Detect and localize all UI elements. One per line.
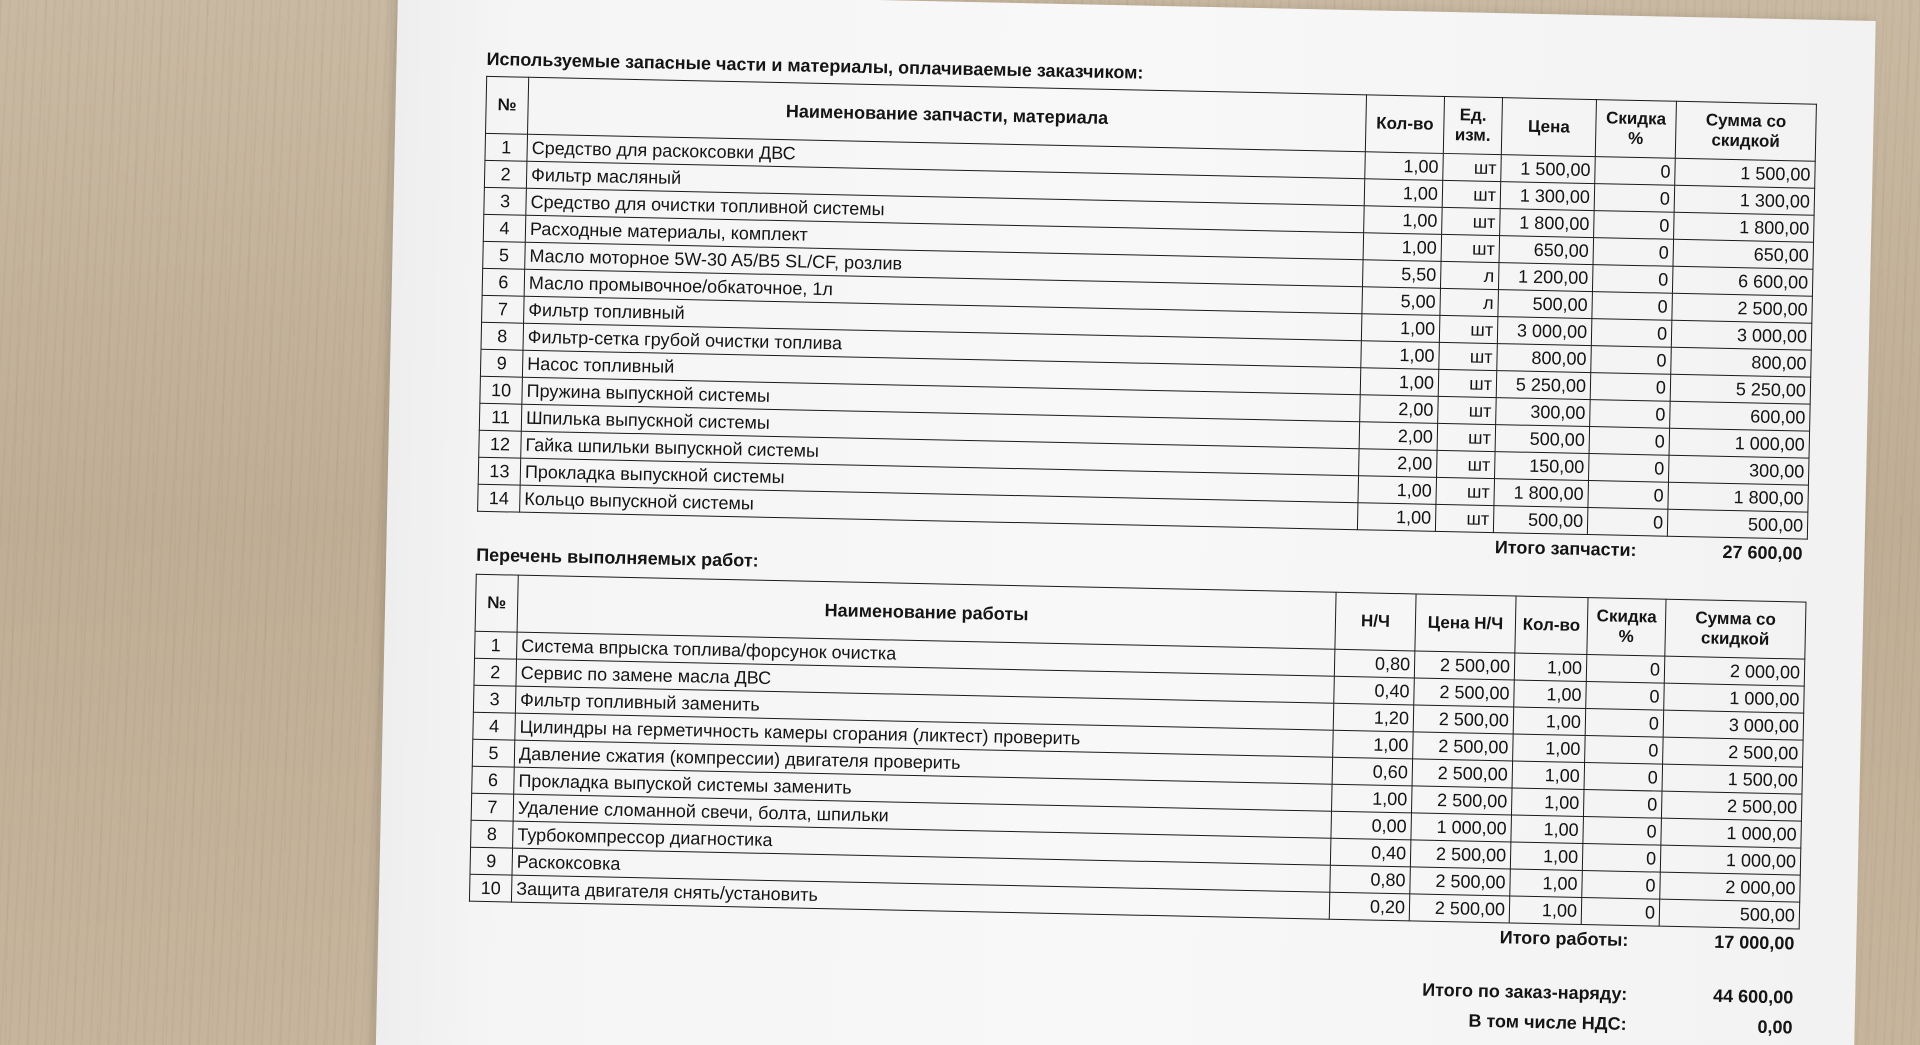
- cell-qty: 2,00: [1360, 395, 1439, 424]
- cell-rate: 2 500,00: [1412, 759, 1513, 788]
- cell-num: 5: [472, 739, 515, 767]
- parts-section-title: Используемые запасные части и материалы, оплачиваемые заказчиком:: [486, 48, 1144, 83]
- cell-price: 5 250,00: [1496, 371, 1591, 400]
- header-unit: Ед. изм.: [1443, 96, 1502, 154]
- cell-discount: 0: [1591, 346, 1672, 375]
- cell-discount: 0: [1583, 817, 1662, 846]
- cell-sum: 1 300,00: [1674, 185, 1815, 215]
- cell-unit: л: [1440, 288, 1499, 316]
- cell-price: 800,00: [1497, 344, 1592, 373]
- cell-sum: 6 600,00: [1672, 266, 1813, 296]
- cell-discount: 0: [1582, 844, 1661, 873]
- cell-unit: шт: [1438, 369, 1497, 397]
- cell-num: 13: [478, 457, 521, 485]
- cell-name: Фильтр масляный: [526, 161, 1364, 206]
- cell-qty: 2,00: [1359, 449, 1438, 478]
- cell-qty: 5,00: [1362, 287, 1441, 316]
- cell-num: 12: [479, 430, 522, 458]
- cell-qty: 1,00: [1360, 368, 1439, 397]
- work-order-content: [466, 46, 1816, 1045]
- cell-num: 2: [474, 658, 517, 686]
- vat-value: 0,00: [1757, 1016, 1793, 1038]
- cell-name: Насос топливный: [522, 350, 1360, 395]
- cell-num: 8: [481, 322, 524, 350]
- header-discount: Скидка %: [1587, 598, 1666, 657]
- cell-discount: 0: [1585, 709, 1664, 738]
- cell-discount: 0: [1590, 373, 1671, 402]
- cell-qty: 1,00: [1361, 314, 1440, 343]
- cell-discount: 0: [1583, 790, 1662, 819]
- cell-num: 6: [472, 766, 515, 794]
- cell-qty: 1,00: [1514, 680, 1587, 709]
- cell-sum: 2 500,00: [1672, 293, 1813, 323]
- cell-sum: 800,00: [1671, 347, 1812, 377]
- cell-qty: 1,00: [1364, 206, 1443, 235]
- cell-name: Сервис по замене масла ДВС: [516, 659, 1334, 703]
- header-part-name: Наименование запчасти, материала: [528, 77, 1367, 152]
- cell-num: 10: [480, 376, 523, 404]
- cell-qty: 1,00: [1513, 734, 1586, 763]
- cell-discount: 0: [1581, 897, 1660, 926]
- cell-discount: 0: [1588, 454, 1669, 483]
- cell-hours: 0,20: [1329, 892, 1410, 921]
- cell-num: 9: [480, 349, 523, 377]
- cell-unit: шт: [1438, 396, 1497, 424]
- cell-sum: 1 000,00: [1661, 818, 1802, 848]
- cell-num: 11: [479, 403, 522, 431]
- cell-sum: 5 250,00: [1670, 374, 1811, 404]
- cell-qty: 1,00: [1511, 788, 1584, 817]
- cell-qty: 1,00: [1510, 842, 1583, 871]
- cell-discount: 0: [1594, 211, 1675, 240]
- cell-num: 5: [483, 241, 526, 269]
- cell-num: 3: [473, 685, 516, 713]
- works-section-title: Перечень выполняемых работ:: [475, 544, 759, 571]
- cell-unit: шт: [1437, 423, 1496, 451]
- cell-qty: 1,00: [1511, 815, 1584, 844]
- cell-sum: 1 000,00: [1664, 683, 1805, 713]
- cell-name: Фильтр-сетка грубой очистки топлива: [523, 323, 1361, 368]
- cell-discount: 0: [1585, 736, 1664, 765]
- cell-name: Фильтр топливный заменить: [515, 686, 1333, 730]
- cell-hours: 0,00: [1331, 811, 1412, 840]
- header-num: №: [475, 574, 518, 632]
- cell-rate: 2 500,00: [1410, 840, 1511, 869]
- cell-discount: 0: [1589, 427, 1670, 456]
- header-qty: Кол-во: [1365, 95, 1444, 154]
- cell-qty: 5,50: [1362, 260, 1441, 289]
- cell-hours: 0,40: [1330, 838, 1411, 867]
- cell-name: Фильтр топливный: [524, 296, 1362, 341]
- cell-rate: 2 500,00: [1413, 732, 1514, 761]
- cell-discount: 0: [1595, 157, 1676, 186]
- cell-hours: 1,00: [1332, 784, 1413, 813]
- works-total-value: 17 000,00: [1714, 931, 1795, 954]
- header-qty: Кол-во: [1515, 596, 1588, 654]
- header-num: №: [486, 76, 529, 134]
- cell-num: 10: [469, 874, 512, 902]
- cell-sum: 2 000,00: [1660, 872, 1801, 902]
- cell-price: 150,00: [1495, 452, 1590, 481]
- cell-name: Защита двигателя снять/установить: [511, 875, 1329, 919]
- cell-name: Давление сжатия (компрессии) двигателя проверить: [514, 740, 1332, 784]
- cell-name: Система впрыска топлива/форсунок очистка: [517, 632, 1335, 676]
- cell-price: 500,00: [1493, 506, 1588, 535]
- cell-discount: 0: [1586, 682, 1665, 711]
- cell-hours: 0,60: [1332, 757, 1413, 786]
- parts-table: [477, 76, 1817, 540]
- header-price: Цена: [1501, 98, 1596, 157]
- cell-discount: 0: [1590, 400, 1671, 429]
- cell-hours: 0,80: [1330, 865, 1411, 894]
- cell-sum: 1 000,00: [1660, 845, 1801, 875]
- cell-price: 300,00: [1496, 398, 1591, 427]
- cell-num: 1: [475, 631, 518, 659]
- cell-sum: 1 800,00: [1674, 212, 1815, 242]
- cell-num: 14: [478, 484, 521, 512]
- cell-name: Раскоксовка: [512, 848, 1330, 892]
- cell-num: 9: [470, 847, 513, 875]
- cell-price: 1 200,00: [1498, 263, 1593, 292]
- cell-discount: 0: [1588, 481, 1669, 510]
- cell-num: 6: [482, 268, 525, 296]
- cell-sum: 3 000,00: [1663, 710, 1804, 740]
- cell-discount: 0: [1594, 184, 1675, 213]
- header-hours: Н/Ч: [1335, 592, 1416, 651]
- cell-name: Гайка шпильки выпускной системы: [521, 431, 1359, 476]
- cell-rate: 2 500,00: [1414, 678, 1515, 707]
- cell-rate: 2 500,00: [1411, 786, 1512, 815]
- cell-rate: 2 500,00: [1414, 651, 1515, 680]
- cell-discount: 0: [1593, 238, 1674, 267]
- cell-price: 650,00: [1499, 236, 1594, 265]
- cell-price: 1 300,00: [1500, 182, 1595, 211]
- cell-qty: 1,00: [1513, 707, 1586, 736]
- cell-discount: 0: [1592, 265, 1673, 294]
- cell-price: 500,00: [1498, 290, 1593, 319]
- cell-name: Прокладка выпускной системы: [520, 458, 1358, 503]
- cell-name: Пружина выпускной системы: [522, 377, 1360, 422]
- parts-total-value: 27 600,00: [1722, 541, 1803, 564]
- cell-sum: 500,00: [1659, 899, 1800, 929]
- parts-total-label: Итого запчасти:: [1494, 537, 1637, 561]
- cell-qty: 1,00: [1361, 341, 1440, 370]
- header-discount: Скидка %: [1595, 100, 1676, 159]
- cell-rate: 1 000,00: [1411, 813, 1512, 842]
- cell-discount: 0: [1592, 292, 1673, 321]
- cell-hours: 0,80: [1334, 649, 1415, 678]
- vat-label: В том числе НДС:: [1468, 1010, 1627, 1034]
- header-sum: Сумма со скидкой: [1675, 101, 1816, 161]
- cell-unit: шт: [1435, 504, 1494, 532]
- cell-rate: 2 500,00: [1410, 867, 1511, 896]
- cell-discount: 0: [1584, 763, 1663, 792]
- cell-unit: шт: [1442, 207, 1501, 235]
- cell-unit: шт: [1437, 450, 1496, 478]
- works-table: [469, 574, 1807, 930]
- cell-unit: шт: [1439, 342, 1498, 370]
- cell-name: Цилиндры на герметичность камеры сгорания (ликтест) проверить: [515, 713, 1333, 757]
- cell-num: 8: [471, 820, 514, 848]
- cell-name: Кольцо выпускной системы: [520, 485, 1358, 530]
- header-rate: Цена Н/Ч: [1415, 594, 1516, 653]
- cell-unit: шт: [1439, 315, 1498, 343]
- header-sum: Сумма со скидкой: [1665, 599, 1806, 659]
- cell-sum: 1 800,00: [1668, 482, 1809, 512]
- document-sheet: [375, 0, 1876, 1045]
- cell-unit: л: [1440, 261, 1499, 289]
- cell-unit: шт: [1436, 477, 1495, 505]
- cell-discount: 0: [1587, 508, 1668, 537]
- cell-name: Турбокомпрессор диагностика: [513, 821, 1331, 865]
- cell-price: 1 500,00: [1501, 155, 1596, 184]
- cell-num: 7: [471, 793, 514, 821]
- cell-name: Средство для раскоксовки ДВС: [527, 134, 1365, 179]
- cell-sum: 1 500,00: [1675, 158, 1816, 188]
- order-total-value: 44 600,00: [1712, 985, 1794, 1008]
- cell-rate: 2 500,00: [1413, 705, 1514, 734]
- cell-num: 4: [473, 712, 516, 740]
- cell-price: 500,00: [1495, 425, 1590, 454]
- cell-sum: 650,00: [1673, 239, 1814, 269]
- cell-unit: шт: [1443, 153, 1502, 181]
- cell-name: Прокладка выпуской системы заменить: [514, 767, 1332, 811]
- cell-sum: 3 000,00: [1671, 320, 1812, 350]
- cell-sum: 1 500,00: [1662, 764, 1803, 794]
- cell-name: Масло промывочное/обкаточное, 1л: [524, 269, 1362, 314]
- cell-num: 2: [484, 160, 527, 188]
- cell-price: 1 800,00: [1500, 209, 1595, 238]
- cell-price: 1 800,00: [1494, 479, 1589, 508]
- cell-qty: 1,00: [1512, 761, 1585, 790]
- cell-sum: 300,00: [1668, 455, 1809, 485]
- cell-unit: шт: [1442, 180, 1501, 208]
- cell-num: 4: [483, 214, 526, 242]
- cell-qty: 1,00: [1509, 896, 1582, 925]
- cell-sum: 1 000,00: [1669, 428, 1810, 458]
- cell-sum: 600,00: [1670, 401, 1811, 431]
- cell-name: Шпилька выпускной системы: [521, 404, 1359, 449]
- order-total-label: Итого по заказ-наряду:: [1421, 979, 1628, 1004]
- cell-sum: 2 500,00: [1661, 791, 1802, 821]
- cell-name: Масло моторное 5W-30 A5/B5 SL/CF, розлив: [525, 242, 1363, 287]
- cell-hours: 1,00: [1333, 730, 1414, 759]
- cell-discount: 0: [1582, 870, 1661, 899]
- cell-qty: 1,00: [1510, 869, 1583, 898]
- cell-hours: 0,40: [1334, 676, 1415, 705]
- cell-qty: 1,00: [1363, 233, 1442, 262]
- cell-sum: 2 000,00: [1664, 656, 1805, 686]
- cell-qty: 1,00: [1358, 476, 1437, 505]
- cell-sum: 500,00: [1667, 509, 1808, 539]
- cell-hours: 1,20: [1333, 703, 1414, 732]
- cell-unit: шт: [1441, 234, 1500, 262]
- cell-name: Средство для очистки топливной системы: [526, 188, 1364, 233]
- cell-num: 7: [482, 295, 525, 323]
- cell-qty: 1,00: [1364, 179, 1443, 208]
- cell-discount: 0: [1586, 655, 1665, 684]
- cell-num: 1: [485, 133, 528, 161]
- cell-sum: 2 500,00: [1663, 737, 1804, 767]
- cell-qty: 1,00: [1365, 152, 1444, 181]
- cell-rate: 2 500,00: [1409, 894, 1510, 923]
- cell-num: 3: [484, 187, 527, 215]
- cell-name: Расходные материалы, комплект: [525, 215, 1363, 260]
- cell-qty: 1,00: [1357, 503, 1436, 532]
- header-work-name: Наименование работы: [517, 575, 1336, 649]
- cell-discount: 0: [1591, 319, 1672, 348]
- cell-name: Удаление сломанной свечи, болта, шпильки: [513, 794, 1331, 838]
- cell-qty: 2,00: [1359, 422, 1438, 451]
- works-total-label: Итого работы:: [1499, 927, 1629, 950]
- cell-qty: 1,00: [1514, 653, 1587, 682]
- cell-price: 3 000,00: [1497, 317, 1592, 346]
